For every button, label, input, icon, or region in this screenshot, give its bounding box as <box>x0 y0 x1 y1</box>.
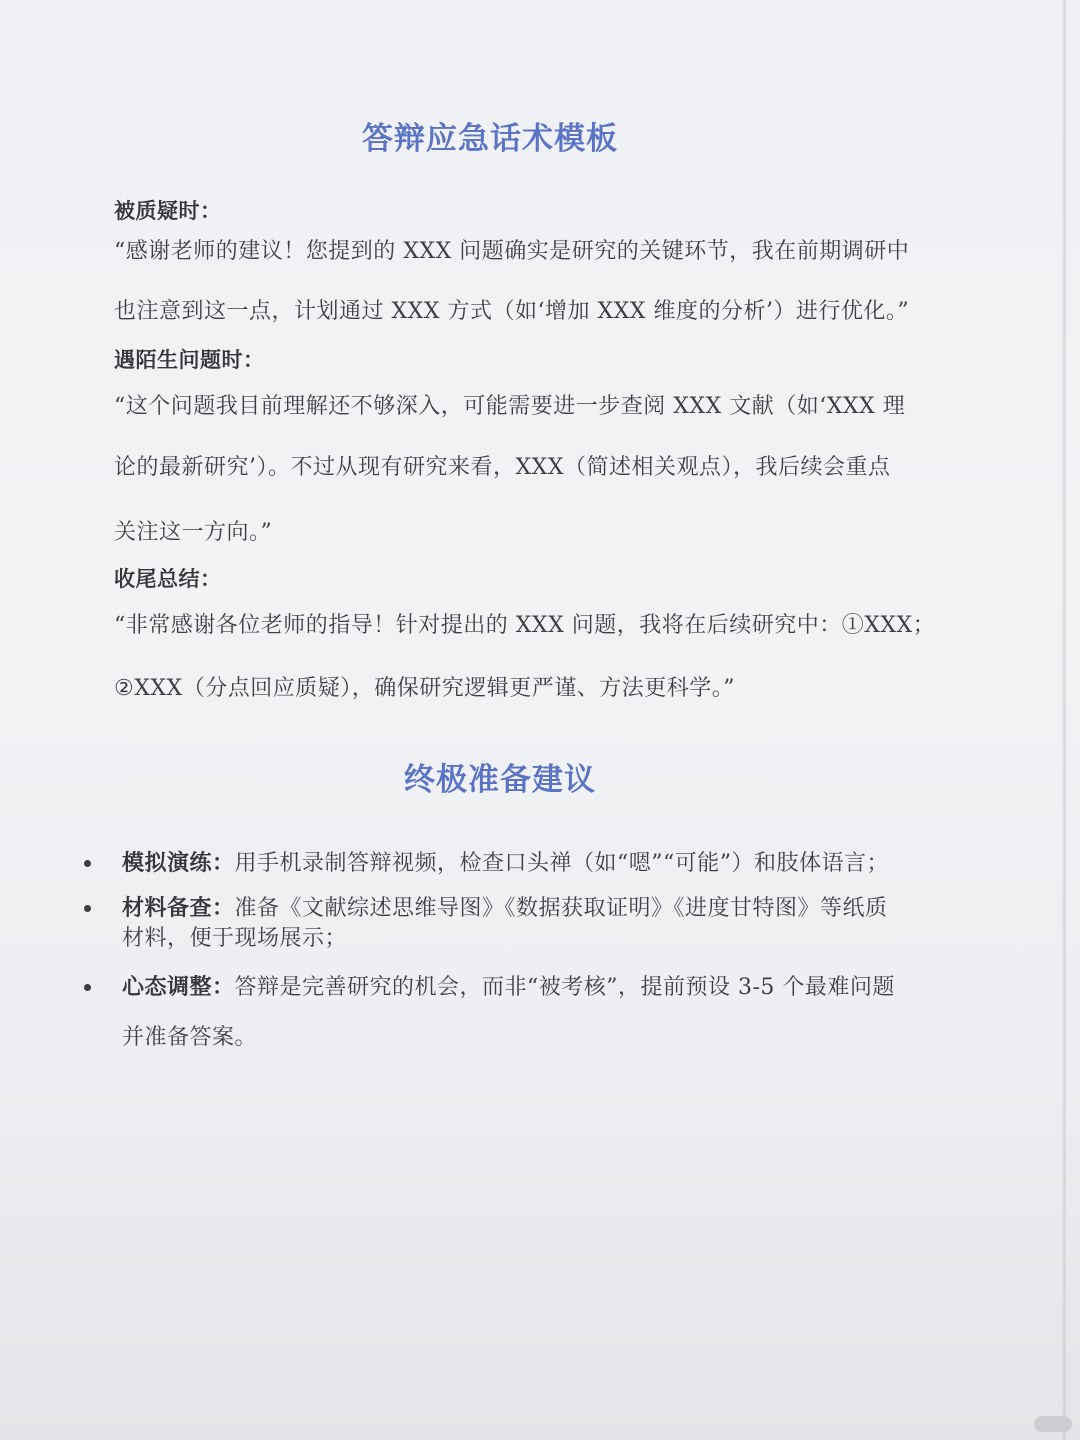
questioned-line-2: 也注意到这一点，计划通过 XXX 方式（如‘增加 XXX 维度的分析’）进行优化。” <box>114 299 910 324</box>
heading-closing: 收尾总结： <box>114 566 222 591</box>
heading-unfamiliar: 遇陌生问题时： <box>114 347 265 372</box>
list-item <box>84 893 964 954</box>
heading-questioned: 被质疑时： <box>114 198 222 223</box>
unfamiliar-line-1: “这个问题我目前理解还不够深入，可能需要进一步查阅 XXX 文献（如‘XXX 理 <box>114 394 906 419</box>
list-item-term: 心态调整： <box>122 974 235 1000</box>
bullet-dot-icon <box>84 905 91 912</box>
unfamiliar-line-3: 关注这一方向。” <box>114 520 273 545</box>
list-item-text: 准备《文献综述思维导图》《数据获取证明》《进度甘特图》等纸质 <box>234 896 888 921</box>
paper-edge <box>1062 0 1066 1440</box>
watermark-badge <box>1034 1416 1072 1432</box>
list-item-term: 材料备查： <box>122 895 235 921</box>
list-item-term: 模拟演练： <box>122 850 235 876</box>
list-item-text: 答辩是完善研究的机会，而非“被考核”，提前预设 3-5 个最难问题 <box>234 975 895 1000</box>
closing-line-1: “非常感谢各位老师的指导！针对提出的 XXX 问题，我将在后续研究中：①XXX； <box>114 613 936 638</box>
list-item-continuation: 并准备答案。 <box>122 1025 258 1050</box>
closing-line-2: ②XXX（分点回应质疑），确保研究逻辑更严谨、方法更科学。” <box>114 676 735 701</box>
questioned-line-1: “感谢老师的建议！您提到的 XXX 问题确实是研究的关键环节，我在前期调研中 <box>114 239 910 264</box>
bullet-dot-icon <box>84 860 91 867</box>
list-item-text: 用手机录制答辩视频，检查口头禅（如“嗯”“可能”）和肢体语言； <box>234 851 890 876</box>
unfamiliar-line-2: 论的最新研究’）。不过从现有研究来看，XXX（简述相关观点），我后续会重点 <box>114 455 891 480</box>
list-item <box>84 848 964 879</box>
bullet-dot-icon <box>84 984 91 991</box>
section-title-defense-template: 答辩应急话术模板 <box>362 121 618 157</box>
preparation-list <box>84 848 964 1053</box>
section-title-preparation: 终极准备建议 <box>404 762 596 798</box>
list-item-continuation: 材料，便于现场展示； <box>122 926 348 951</box>
list-item <box>84 972 964 1053</box>
